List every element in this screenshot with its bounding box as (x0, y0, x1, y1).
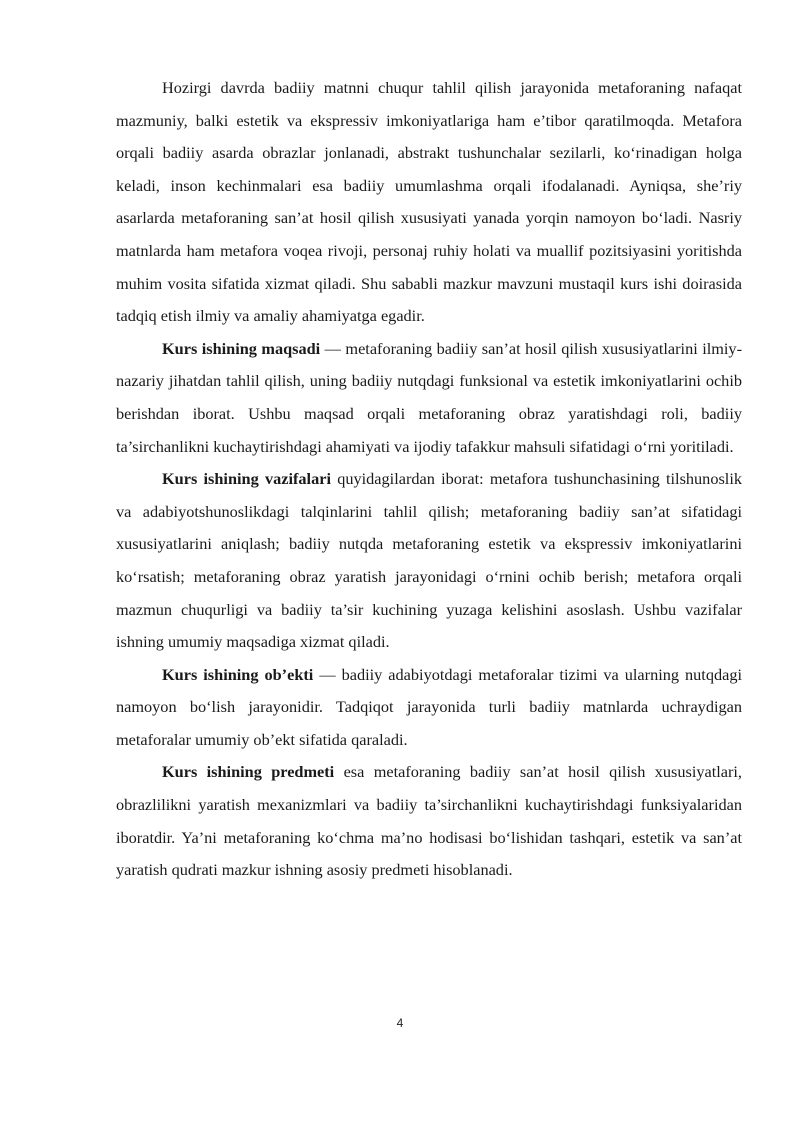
paragraph-subject (116, 756, 742, 886)
paragraph-text: Hozirgi davrda badiiy matnni chuqur tahlil qilish jarayonida metaforaning nafaqat mazmuniy, balki estetik va ekspressiv imkoniyatlariga ham e’tibor qaratilmoqda. Metafora orqali badiiy asarda obrazlar jonlanadi, abstrakt tushunchalar sezilarli, ko‘rinadigan holga keladi, inson kechinmalari esa badiiy umumlashma orqali ifodalanadi. Ayniqsa, she’riy asarlarda metaforaning san’at hosil qilish xususiyati yanada yorqin namoyon bo‘ladi. Nasriy matnlarda ham metafora voqea rivoji, personaj ruhiy holati va muallif pozitsiyasini yoritishda muhim vosita sifatida xizmat qiladi. Shu sababli mazkur mavzuni mustaqil kurs ishi doirasida tadqiq etish ilmiy va amaliy ahamiyatga egadir. (116, 78, 742, 326)
paragraph-text: quyidagilardan iborat: metafora tushunchasining tilshunoslik va adabiyotshunoslikdagi talqinlarini tahlil qilish; metaforaning badiiy san’at sifatidagi xususiyatlarini aniqlash; badiiy nutqda metaforaning estetik va ekspressiv imkoniyatlarini ko‘rsatish; metaforaning obraz yaratish jarayonidagi o‘rnini ochib berish; metafora orqali mazmun chuqurligi va badiiy ta’sir kuchining yuzaga kelishini asoslash. Ushbu vazifalar ishning umumiy maqsadiga xizmat qiladi. (116, 469, 742, 652)
paragraph-lead: Kurs ishining predmeti (162, 762, 335, 782)
paragraph-tasks (116, 463, 742, 659)
page-number: 4 (396, 1016, 404, 1030)
paragraph-lead: Kurs ishining vazifalari (162, 469, 331, 489)
paragraph-object (116, 659, 742, 757)
paragraph-text: — metaforaning badiiy san’at hosil qilish xususiyatlarini ilmiy-nazariy jihatdan tahlil qilish, uning badiiy nutqdagi funksional va estetik imkoniyatlarini ochib berishdan iborat. Ushbu maqsad orqali metaforaning obraz yaratishdagi roli, badiiy ta’sirchanlikni kuchaytirishdagi ahamiyati va ijodiy tafakkur mahsuli sifatidagi o‘rni yoritiladi. (116, 338, 742, 456)
paragraph-text: esa metaforaning badiiy san’at hosil qilish xususiyatlari, obrazlilikni yaratish mexanizmlari va badiiy ta’sirchanlikni kuchaytirishdagi funksiyalaridan iboratdir. Ya’ni metaforaning ko‘chma ma’no hodisasi bo‘lishidan tashqari, estetik va san’at yaratish qudrati mazkur ishning asosiy predmeti hisoblanadi. (116, 762, 742, 880)
paragraph-text: — badiiy adabiyotdagi metaforalar tizimi va ularning nutqdagi namoyon bo‘lish jarayonidir. Tadqiqot jarayonida turli badiiy matnlarda uchraydigan metaforalar umumiy ob’ekt sifatida qaraladi. (116, 664, 742, 749)
paragraph-lead: Kurs ishining maqsadi (162, 338, 321, 358)
paragraph-goal (116, 333, 742, 463)
document-page (116, 72, 742, 887)
paragraph-lead: Kurs ishining ob’ekti (162, 664, 314, 684)
paragraph-intro (116, 72, 742, 333)
